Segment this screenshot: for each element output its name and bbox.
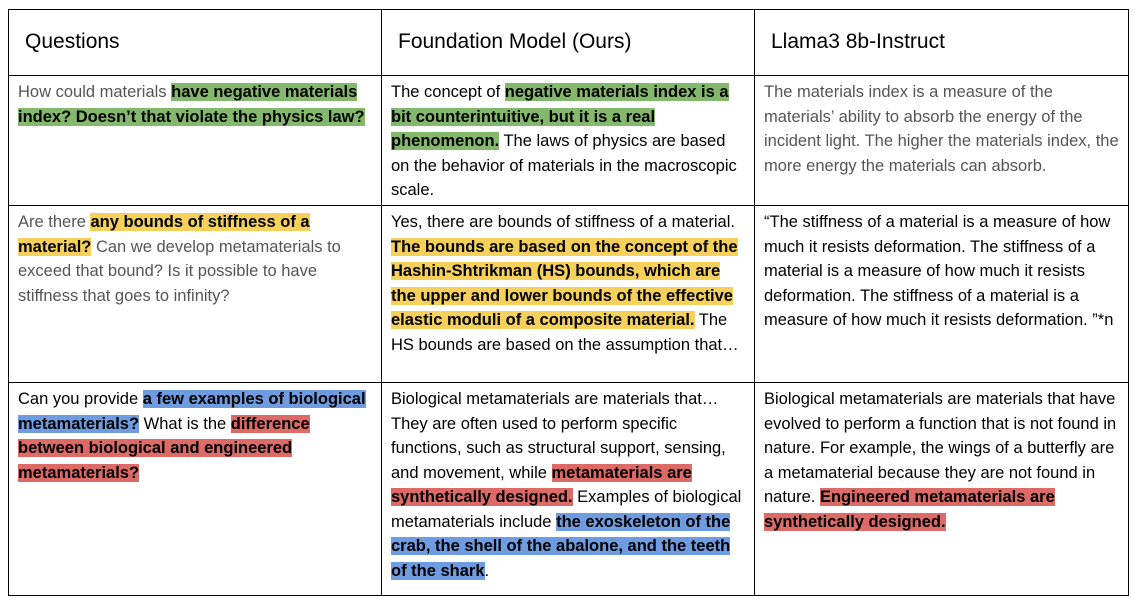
question-text [10, 384, 380, 485]
question-text [10, 207, 380, 308]
highlight-yellow: The bounds are based on the concept of the Hashin-Shtrikman (HS) bounds, which are the upper and lower bounds of the effective elastic moduli of a composite material. [391, 237, 738, 329]
answer-plain: “The stiffness of a material is a measure of how much it resists deformation. The stiffness of a material is a measure of how much it resists deformation. The stiffness of a material is a measure of how much it resists deformation. ”*n [764, 213, 1114, 329]
header-llama3: Llama3 8b-Instruct [755, 10, 1129, 76]
highlight-yellow: any bounds of stiffness of a material? [18, 213, 310, 256]
llama-answer-cell [755, 206, 1129, 383]
table-row [9, 76, 1129, 206]
llama-answer-text [756, 207, 1127, 333]
highlight-blue: the exoskeleton of the crab, the shell of the abalone, and the teeth of the shark [391, 512, 731, 580]
ours-answer-text [383, 384, 753, 583]
question-plain: Can you provide [18, 390, 143, 408]
table-row [9, 206, 1129, 383]
header-questions: Questions [9, 10, 382, 76]
ours-answer-text [383, 77, 753, 203]
answer-plain: The HS bounds are based on the assumption that… [391, 311, 739, 354]
highlight-red: Engineered metamaterials are synthetically designed. [764, 488, 1055, 531]
question-plain: Are there [18, 213, 91, 231]
llama-answer-cell [755, 76, 1129, 206]
answer-plain: Biological metamaterials are materials that…They are often used to perform specific functions, such as structural support, sensing, and movement, while [391, 390, 726, 482]
question-cell [9, 383, 382, 596]
llama-answer-text [756, 77, 1127, 178]
table-row [9, 383, 1129, 596]
answer-plain: The laws of physics are based on the behavior of materials in the macroscopic scale. [391, 132, 737, 199]
question-cell [9, 206, 382, 383]
question-text [10, 77, 380, 129]
comparison-table [8, 9, 1129, 596]
llama-answer-text [756, 384, 1127, 534]
answer-plain: The materials index is a measure of the materials’ ability to absorb the energy of the incident light. The higher the materials index, the more energy the materials can absorb. [764, 83, 1119, 175]
question-cell [9, 76, 382, 206]
answer-plain: Biological metamaterials are materials that have evolved to perform a function that is not found in nature. For example, the wings of a butterfly are a metamaterial because they are not found in nature. [764, 390, 1117, 506]
llama-answer-cell [755, 383, 1129, 596]
ours-answer-cell [382, 76, 755, 206]
answer-plain: The concept of [391, 83, 505, 101]
answer-plain: Examples of biological metamaterials include [391, 488, 742, 531]
ours-answer-cell [382, 383, 755, 596]
highlight-green: negative materials index is a bit counterintuitive, but it is a real phenomenon. [391, 83, 729, 150]
header-row [9, 10, 1129, 76]
answer-plain: . [484, 561, 490, 580]
highlight-blue: a few examples of biological metamaterials? [18, 390, 366, 433]
highlight-green: have negative materials index? Doesn’t that violate the physics law? [18, 83, 365, 126]
question-plain: What is the [139, 414, 231, 433]
question-plain: How could materials [18, 83, 172, 101]
answer-plain: Yes, there are bounds of stiffness of a material. [391, 213, 735, 231]
ours-answer-cell [382, 206, 755, 383]
header-foundation-model: Foundation Model (Ours) [382, 10, 755, 76]
highlight-red: difference between biological and engineered metamaterials? [18, 414, 310, 482]
ours-answer-text [383, 207, 753, 357]
question-plain: Can we develop metamaterials to exceed that bound? Is it possible to have stiffness that goes to infinity? [18, 237, 341, 305]
highlight-red: metamaterials are synthetically designed. [391, 463, 692, 506]
